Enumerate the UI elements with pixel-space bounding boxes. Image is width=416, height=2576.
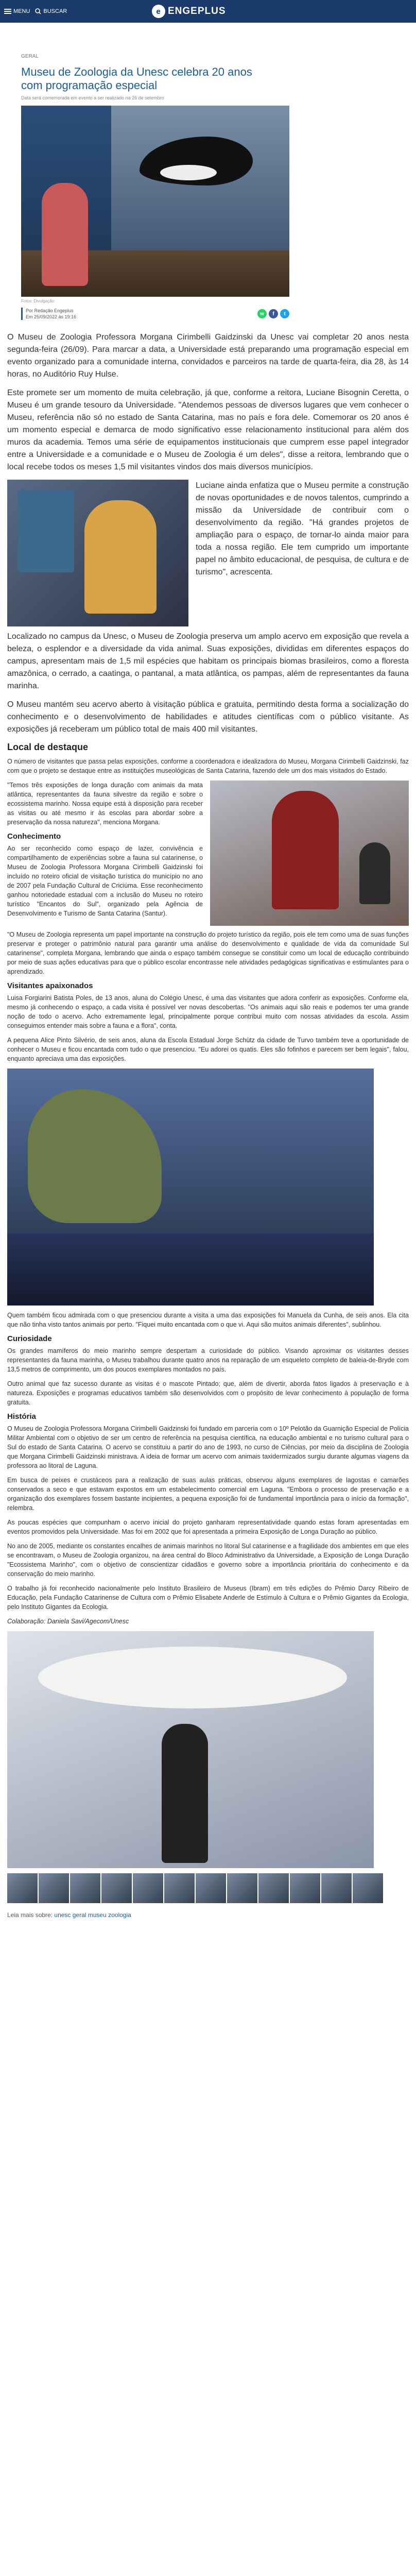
search-button[interactable] — [35, 8, 67, 14]
paragraph: No ano de 2005, mediante os constantes encalhes de animais marinhos no litoral Sul catarinense e a fragilidade dos ambientes em que eles se encontravam, o Museu de Zoologia organizou, na área central do Bloco Administrativo da Universidade, a Exposição de Longa Duração "Ecossistema Marinho", com o objetivo de conscientizar cidadãos e governo sobre a importância prioritária do conhecimento e da conservação do meio marinho. — [7, 1543, 409, 1578]
twitter-icon[interactable]: t — [280, 309, 289, 318]
section-heading: Curiosidade — [7, 1334, 52, 1343]
menu-icon — [4, 8, 11, 14]
article-image[interactable] — [7, 1631, 374, 1868]
gallery-thumb[interactable] — [101, 1873, 132, 1903]
paragraph: O número de visitantes que passa pelas exposições, conforme a coordenadora e idealizadora do Museu, Morgana Cirimbelli Gaidzinski, faz com que o projeto se destaque entre as instituições museológicas de Santa Catarina, fazendo dele um dos mais visitados do Estado. — [7, 758, 409, 774]
tags-label: Leia mais sobre: — [7, 1911, 53, 1919]
gallery-thumb[interactable] — [227, 1873, 257, 1903]
whatsapp-icon[interactable]: w — [257, 309, 267, 318]
logo-text: ENGEPLUS — [168, 6, 226, 16]
paragraph: Em busca de peixes e crustáceos para a realização de suas aulas práticas, observou alguns exemplares de lagostas e camarões conservados a seco e que estavam expostos em um estabelecimento comercial em Laguna. "Embora o processo de preservação e a organização dos exemplares fossem bastante incipientes, a pequena exposição foi de fundamental importância para o início da formação", relembra. — [7, 1477, 409, 1512]
gallery-thumb[interactable] — [133, 1873, 163, 1903]
paragraph: "Temos três exposições de longa duração com animais da mata atlântica, representantes da fauna silvestre da região e sobre o ecossistema marinho. Nossa equipe está à disposição para receber as visitas ou até mesmo ir às escolas para abordar sobre a preservação da nossa natureza", menciona Morgana. — [7, 782, 203, 826]
collaboration-credit: Colaboração: Daniela Savi/Agecom/Unesc — [7, 1618, 129, 1625]
article-subtitle: Data será comemorada em evento a ser realizado na 26 de setembro — [21, 95, 164, 100]
search-label: BUSCAR — [43, 8, 67, 14]
article-image[interactable] — [7, 1069, 374, 1306]
paragraph: "O Museu de Zoologia representa um papel importante na construção do projeto turístico da região, pois ele tem como uma de suas funções preservar e proteger o patrimônio natural para garantir uma análise do desenvolvimento e qualidade de vida da comunidade Sul catarinense", completa Morgana, lembrando que ainda o espaço também consegue se constituir como um local de educação contribuindo por meio de suas ações educativas para que o público escolar encontrasse nele atividades pedagógicas significativas e estimulantes para o aprendizado. — [7, 931, 409, 975]
menu-label: MENU — [13, 8, 30, 14]
photo-credit: Fotos: Divulgação — [21, 299, 55, 303]
facebook-icon[interactable]: f — [269, 309, 278, 318]
article-image[interactable] — [210, 781, 409, 926]
paragraph: Este promete ser um momento de muita celebração, já que, conforme a reitora, Luciane Bisognin Ceretta, o Museu é um grande tesouro da Universidade. "Atendemos pessoas de diversos lugares que vem conhecer o Museu, referência não só no estado de Santa Catarina, mas no país e fora dele. Comemorar os 20 anos é um momento especial e demarca de modo significativo esse relacionamento institucional para além dos muros da academia. Temos uma série de equipamentos institucionais que cumprem esse papel integrador entre a Universidade e a comunidade e o Museu de Zoologia é um deles", disse a reitora, lembrando que o local recebe todos os meses 1,5 mil visitantes vindos dos mais diversos municípios. — [7, 388, 409, 471]
gallery-thumb[interactable] — [353, 1873, 383, 1903]
search-icon — [35, 8, 41, 14]
gallery-thumb[interactable] — [258, 1873, 289, 1903]
paragraph: O trabalho já foi reconhecido nacionalmente pelo Instituto Brasileiro de Museus (Ibram) em três edições do Prêmio Darcy Ribeiro de Educação, pela Fundação Catarinense de Cultura com o Prêmio Elisabete Anderle de Estímulo à Cultura e o Prêmio Gigantes da Ecologia, pelo Instituto Gigantes da Ecologia. — [7, 1585, 409, 1611]
paragraph: O Museu de Zoologia Professora Morgana Cirimbelli Gaidzinski foi fundado em parceria com o 10º Pelotão da Guarnição Especial de Polícia Militar Ambiental com o objetivo de ser um centro de referência na pesquisa científica, na educação ambiental e no turismo cultural para o Sul do estado de Santa Catarina. O acervo se constituiu a partir do ano de 1993, no curso de Ciências, por meio da disciplina de Zoologia que Morgana Cirimbelli Gaidzinski ministrava. A ideia de formar um acervo com animais taxidermizados surgiu durante algumas viagens da professora ao litoral de Laguna. — [7, 1425, 409, 1469]
article-title: Museu de Zoologia da Unesc celebra 20 anos com programação especial — [21, 65, 252, 92]
paragraph: Luisa Forgiarini Batista Poles, de 13 anos, aluna do Colégio Unesc, é uma das visitantes que adora conferir as exposições. Conforme ela, mesmo já conhecendo o espaço, a cada visita é possível ver novas descobertas. "Os animais aqui são reais e podemos ter uma grande noção de todo o acervo. Acho extremamente legal, principalmente porque contribui muito com nossas atividades da escola. Assim conseguimos entender mais sobre a fauna e a flora", conta. — [7, 994, 409, 1029]
logo-mark: e — [152, 5, 165, 18]
paragraph: O Museu de Zoologia Professora Morgana Cirimbelli Gaidzinski da Unesc vai completar 20 anos nesta segunda-feira (26/09). Para marcar a data, a Universidade está preparando uma programação especial em evento organizado para a comunidade interna, convidados e parceiros na tarde de quarta-feira, dia 28, às 14 horas, no Auditório Ruy Hulse. — [7, 333, 409, 379]
article-meta — [21, 308, 289, 320]
share-buttons — [255, 309, 289, 318]
paragraph: O Museu mantém seu acervo aberto à visitação pública e gratuita, permitindo desta forma a socialização do conhecimento e o desenvolvimento de habilidades e atitudes científicas com o público visitante. As exposições já receberam um público total de mais 400 mil visitantes. — [7, 700, 409, 734]
section-heading: História — [7, 1412, 36, 1421]
category-label[interactable]: GERAL — [21, 54, 39, 59]
gallery-thumbnails — [7, 1873, 409, 1903]
paragraph: A pequena Alice Pinto Silvério, de seis anos, aluna da Escola Estadual Jorge Schütz da cidade de Turvo também teve a oportunidade de conhecer o Museu e ficou encantada com tudo o que presenciou. "Eu adorei os quatis. Eles são fofinhos e parecem ser bem legais", falou, enquanto apreciava uma das exposições. — [7, 1037, 409, 1062]
paragraph: As poucas espécies que compunham o acervo inicial do projeto ganharam representatividade quando estas foram apresentadas em eventos promovidos pela Universidade. Mas foi em 2002 que foi apresentada a primeira Exposição de Longa Duração ao público. — [7, 1519, 409, 1535]
paragraph: Os grandes mamíferos do meio marinho sempre despertam a curiosidade do público. Visando aproximar os visitantes desses representantes da fauna marinha, o Museu trabalhou durante quatro anos na reparação de um esqueleto completo de baleia-de-Bryde com 13,5 metros de comprimento, um dos poucos exemplares montados no país. — [7, 1347, 409, 1373]
top-bar — [0, 0, 416, 23]
paragraph: Ao ser reconhecido como espaço de lazer, convivência e compartilhamento de experiências sobre a fauna sul catarinense, o Museu de Zoologia Professora Morgana Cirimbelli Gaidzinski foi incluído no roteiro oficial de visitação turística do município no ano de 2007 pela Fundação Cultural de Criciúma. Esse reconhecimento ganhou notoriedade estadual com a inclusão do Museu no roteiro turístico "Encantos do Sul", organizado pela Agência de Desenvolvimento e Turismo de Santa Catarina (Santur). — [7, 845, 203, 917]
gallery-thumb[interactable] — [39, 1873, 69, 1903]
paragraph: Localizado no campus da Unesc, o Museu de Zoologia preserva um amplo acervo em exposição que revela a beleza, o esplendor e a diversidade da vida animal. Suas exposições, divididas em diferentes espaços do campus, apresentam mais de 1,5 mil espécies que habitam os principais biomas brasileiros, como a floresta amazônica, o cerrado, a caatinga, o pantanal, a mata atlântica, os pampas, além de representantes da fauna marinha. — [7, 632, 409, 690]
gallery-thumb[interactable] — [196, 1873, 226, 1903]
gallery-thumb[interactable] — [7, 1873, 38, 1903]
menu-button[interactable] — [4, 8, 30, 14]
section-heading: Visitantes apaixonados — [7, 981, 93, 990]
paragraph: Outro animal que faz sucesso durante as visitas é o mascote Pintado; que, além de divertir, aborda fatos ligados à preservação e à natureza. Exposições e programas educativos também são desenvolvidos com o propósito de levar conhecimento à população de forma gratuita. — [7, 1380, 409, 1406]
hero-image[interactable] — [21, 106, 289, 297]
publish-date: Em 25/09/2022 às 19:16 — [26, 314, 77, 319]
author-label: Por Redação Engeplus — [26, 308, 74, 313]
gallery-thumb[interactable] — [70, 1873, 100, 1903]
tags-row — [7, 1911, 409, 1919]
gallery-thumb[interactable] — [164, 1873, 195, 1903]
paragraph: Luciane ainda enfatiza que o Museu permite a construção de novas oportunidades e de novos talentos, cumprindo a missão da Universidade de contribuir com o desenvolvimento da região. "Há grandes projetos de ampliação para o espaço, de tornar-lo ainda maior para toda a nossa região. Ele tem cumprido um importante papel no âmbito educacional, de pesquisa, de cultura e de turismo", acrescenta. — [196, 481, 409, 577]
section-heading: Local de destaque — [7, 742, 89, 752]
article-image[interactable] — [7, 480, 188, 626]
section-heading: Conhecimento — [7, 832, 61, 841]
gallery-thumb[interactable] — [321, 1873, 352, 1903]
article-body — [0, 331, 416, 1919]
gallery-thumb[interactable] — [290, 1873, 320, 1903]
paragraph: Quem também ficou admirada com o que presenciou durante a visita a uma das exposições foi Manuela da Cunha, de seis anos. Ela cita que não tinha visto tantos animais por perto. "Fiquei muito encantada com o que vi. Aqui são muitos animais diferentes", sublinhou. — [7, 1312, 409, 1328]
tag-links[interactable]: unesc geral museu zoologia — [54, 1911, 131, 1919]
site-logo[interactable] — [152, 5, 226, 18]
